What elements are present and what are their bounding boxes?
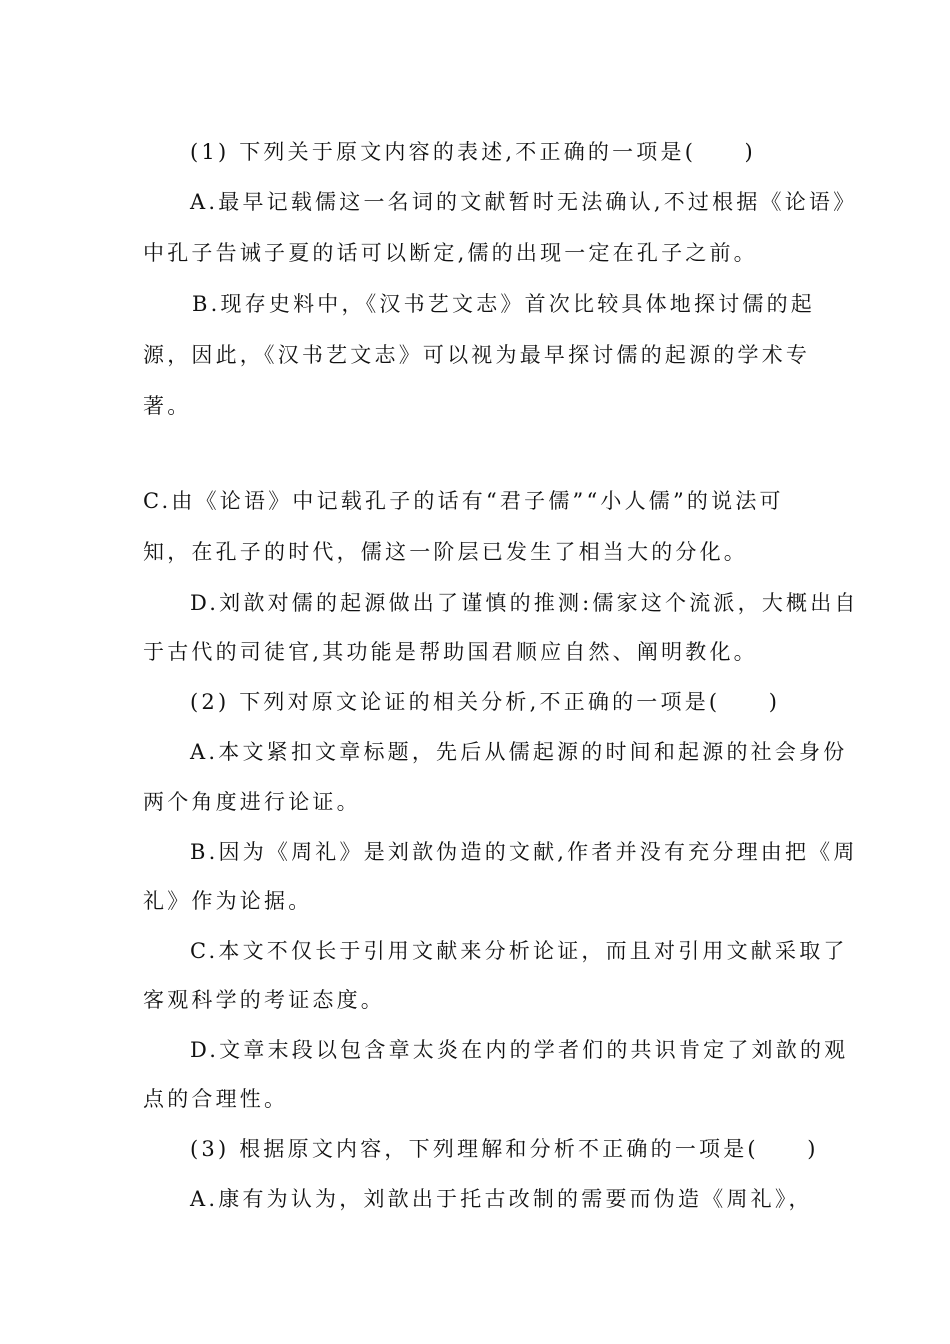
q1-option-c-line-2: 知，在孔子的时代，儒这一阶层已发生了相当大的分化。 xyxy=(143,540,748,564)
q2-option-d-line-1: D.文章末段以包含章太炎在内的学者们的共识肯定了刘歆的观 xyxy=(190,1038,849,1062)
q1-option-a-line-2: 中孔子告诫子夏的话可以断定,儒的出现一定在孔子之前。 xyxy=(143,241,758,265)
q2-option-c-line-1: C.本文不仅长于引用文献来分析论证，而且对引用文献采取了 xyxy=(190,939,848,963)
q1-option-b-line-1: B.现存史料中，《汉书艺文志》首次比较具体地探讨儒的起 xyxy=(192,292,816,316)
question-2-stem: (2) 下列对原文论证的相关分析,不正确的一项是( ) xyxy=(190,690,781,714)
q2-option-c-line-2: 客观科学的考证态度。 xyxy=(143,988,385,1012)
q3-option-a-line-1: A.康有为认为，刘歆出于托古改制的需要而伪造《周礼》， xyxy=(190,1187,813,1211)
q2-option-d-line-2: 点的合理性。 xyxy=(143,1087,289,1111)
q1-option-b-line-2: 源，因此，《汉书艺文志》可以视为最早探讨儒的起源的学术专 xyxy=(143,343,811,367)
q1-option-a-line-1: A.最早记载儒这一名词的文献暂时无法确认,不过根据《论语》 xyxy=(190,190,858,214)
question-3-stem: (3) 根据原文内容，下列理解和分析不正确的一项是( ) xyxy=(190,1137,819,1161)
question-1-stem: (1) 下列关于原文内容的表述,不正确的一项是( ) xyxy=(190,140,756,164)
q2-option-a-line-2: 两个角度进行论证。 xyxy=(143,790,361,814)
q1-option-d-line-1: D.刘歆对儒的起源做出了谨慎的推测:儒家这个流派，大概出自 xyxy=(190,591,859,615)
q2-option-b-line-2: 礼》作为论据。 xyxy=(143,889,313,913)
q2-option-a-line-1: A.本文紧扣文章标题，先后从儒起源的时间和起源的社会身份 xyxy=(190,740,848,764)
q1-option-d-line-2: 于古代的司徒官,其功能是帮助国君顺应自然、阐明教化。 xyxy=(143,640,758,664)
q2-option-b-line-1: B.因为《周礼》是刘歆伪造的文献,作者并没有充分理由把《周 xyxy=(190,840,858,864)
q1-option-c-line-1: C.由《论语》中记载孔子的话有“君子儒”“小人儒”的说法可 xyxy=(143,489,784,513)
q1-option-b-line-3: 著。 xyxy=(143,394,192,418)
